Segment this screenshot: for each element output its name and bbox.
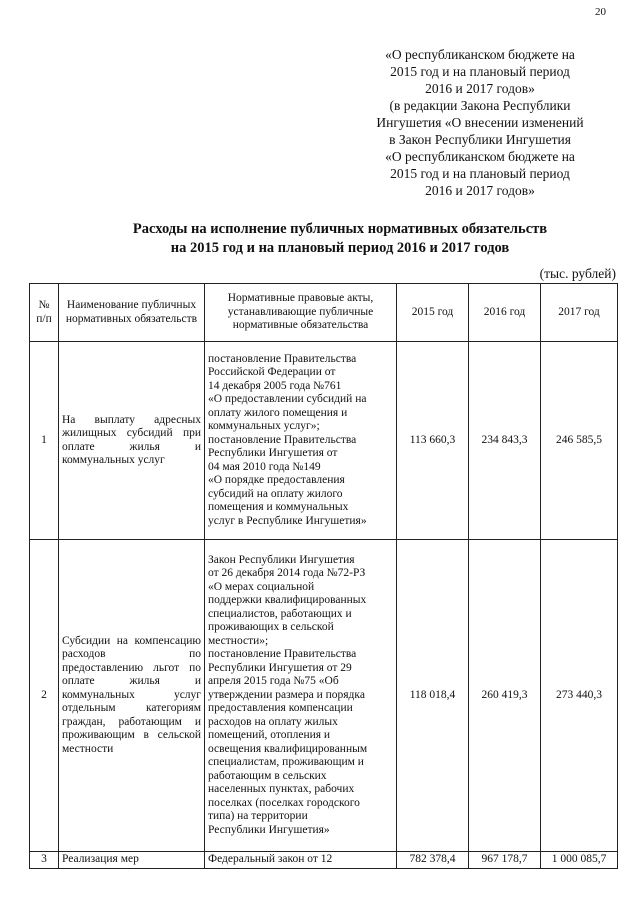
approval-line: в Закон Республики Ингушетия <box>389 132 571 147</box>
value-2017: 1 000 085,7 <box>541 852 618 869</box>
value-2015: 782 378,4 <box>397 852 469 869</box>
value-2017: 273 440,3 <box>541 540 618 852</box>
header-acts: Нормативные правовые акты, устанавливающие публичные нормативные обязательства <box>205 284 397 342</box>
value-2016: 967 178,7 <box>469 852 541 869</box>
unit-note: (тыс. рублей) <box>539 266 616 281</box>
obligation-name: Субсидии на компенсацию расходов по предоставлению льгот по оплате жилья и коммунальных услуг отдельным категориям граждан, работающим и проживающим в сельской местности <box>59 540 205 852</box>
table-row <box>30 852 618 869</box>
approval-line: 2016 и 2017 годов» <box>425 183 535 198</box>
approval-line: (в редакции Закона Республики <box>389 98 571 113</box>
document-title <box>40 220 640 258</box>
header-name: Наименование публичных нормативных обязательств <box>59 284 205 342</box>
row-num: 2 <box>30 540 59 852</box>
legal-acts: постановление Правительства Российской Федерации от 14 декабря 2005 года №761 «О предоставлении субсидий на оплату жилого помещения и коммунальных услуг»; постановление Правительства Республики Ингушетия от 04 мая 2010 года №149 «О порядке предоставления субсидий на оплату жилого помещения и коммунальных услуг в Республике Ингушетия» <box>205 342 397 540</box>
approval-line: 2015 год и на плановый период <box>390 64 570 79</box>
value-2015: 118 018,4 <box>397 540 469 852</box>
page-number: 20 <box>595 6 606 18</box>
approval-line: 2015 год и на плановый период <box>390 166 570 181</box>
approval-line: 2016 и 2017 годов» <box>425 81 535 96</box>
table-row <box>30 342 618 540</box>
approval-line: «О республиканском бюджете на <box>385 47 575 62</box>
title-line: на 2015 год и на плановый период 2016 и 2017 годов <box>170 240 510 256</box>
approval-reference <box>330 46 630 199</box>
header-2015: 2015 год <box>397 284 469 342</box>
legal-acts: Закон Республики Ингушетия от 26 декабря 2014 года №72-РЗ «О мерах социальной поддержки квалифицированных специалистов, работающих и проживающих в сельской местности»; постановление Правительства Республики Ингушетия от 29 апреля 2015 года №75 «Об утверждении размера и порядка предоставления компенсации расходов на оплату жилых помещений, отопления и освещения квалифицированным специалистам, проживающим и работающим в сельских населенных пунктах, рабочих поселках (поселках городского типа) на территории Республики Ингушетия» <box>205 540 397 852</box>
row-num: 3 <box>30 852 59 869</box>
obligation-name: Реализация мер <box>59 852 205 869</box>
value-2017: 246 585,5 <box>541 342 618 540</box>
row-num: 1 <box>30 342 59 540</box>
table-header-row <box>30 284 618 342</box>
header-2017: 2017 год <box>541 284 618 342</box>
value-2015: 113 660,3 <box>397 342 469 540</box>
header-num: № п/п <box>30 284 59 342</box>
header-2016: 2016 год <box>469 284 541 342</box>
value-2016: 234 843,3 <box>469 342 541 540</box>
obligation-name: На выплату адресных жилищных субсидий при оплате жилья и коммунальных услуг <box>59 342 205 540</box>
approval-line: «О республиканском бюджете на <box>385 149 575 164</box>
approval-line: Ингушетия «О внесении изменений <box>376 115 584 130</box>
table-row <box>30 540 618 852</box>
title-line: Расходы на исполнение публичных нормативных обязательств <box>132 221 548 237</box>
value-2016: 260 419,3 <box>469 540 541 852</box>
obligations-table <box>29 283 618 869</box>
legal-acts: Федеральный закон от 12 <box>205 852 397 869</box>
